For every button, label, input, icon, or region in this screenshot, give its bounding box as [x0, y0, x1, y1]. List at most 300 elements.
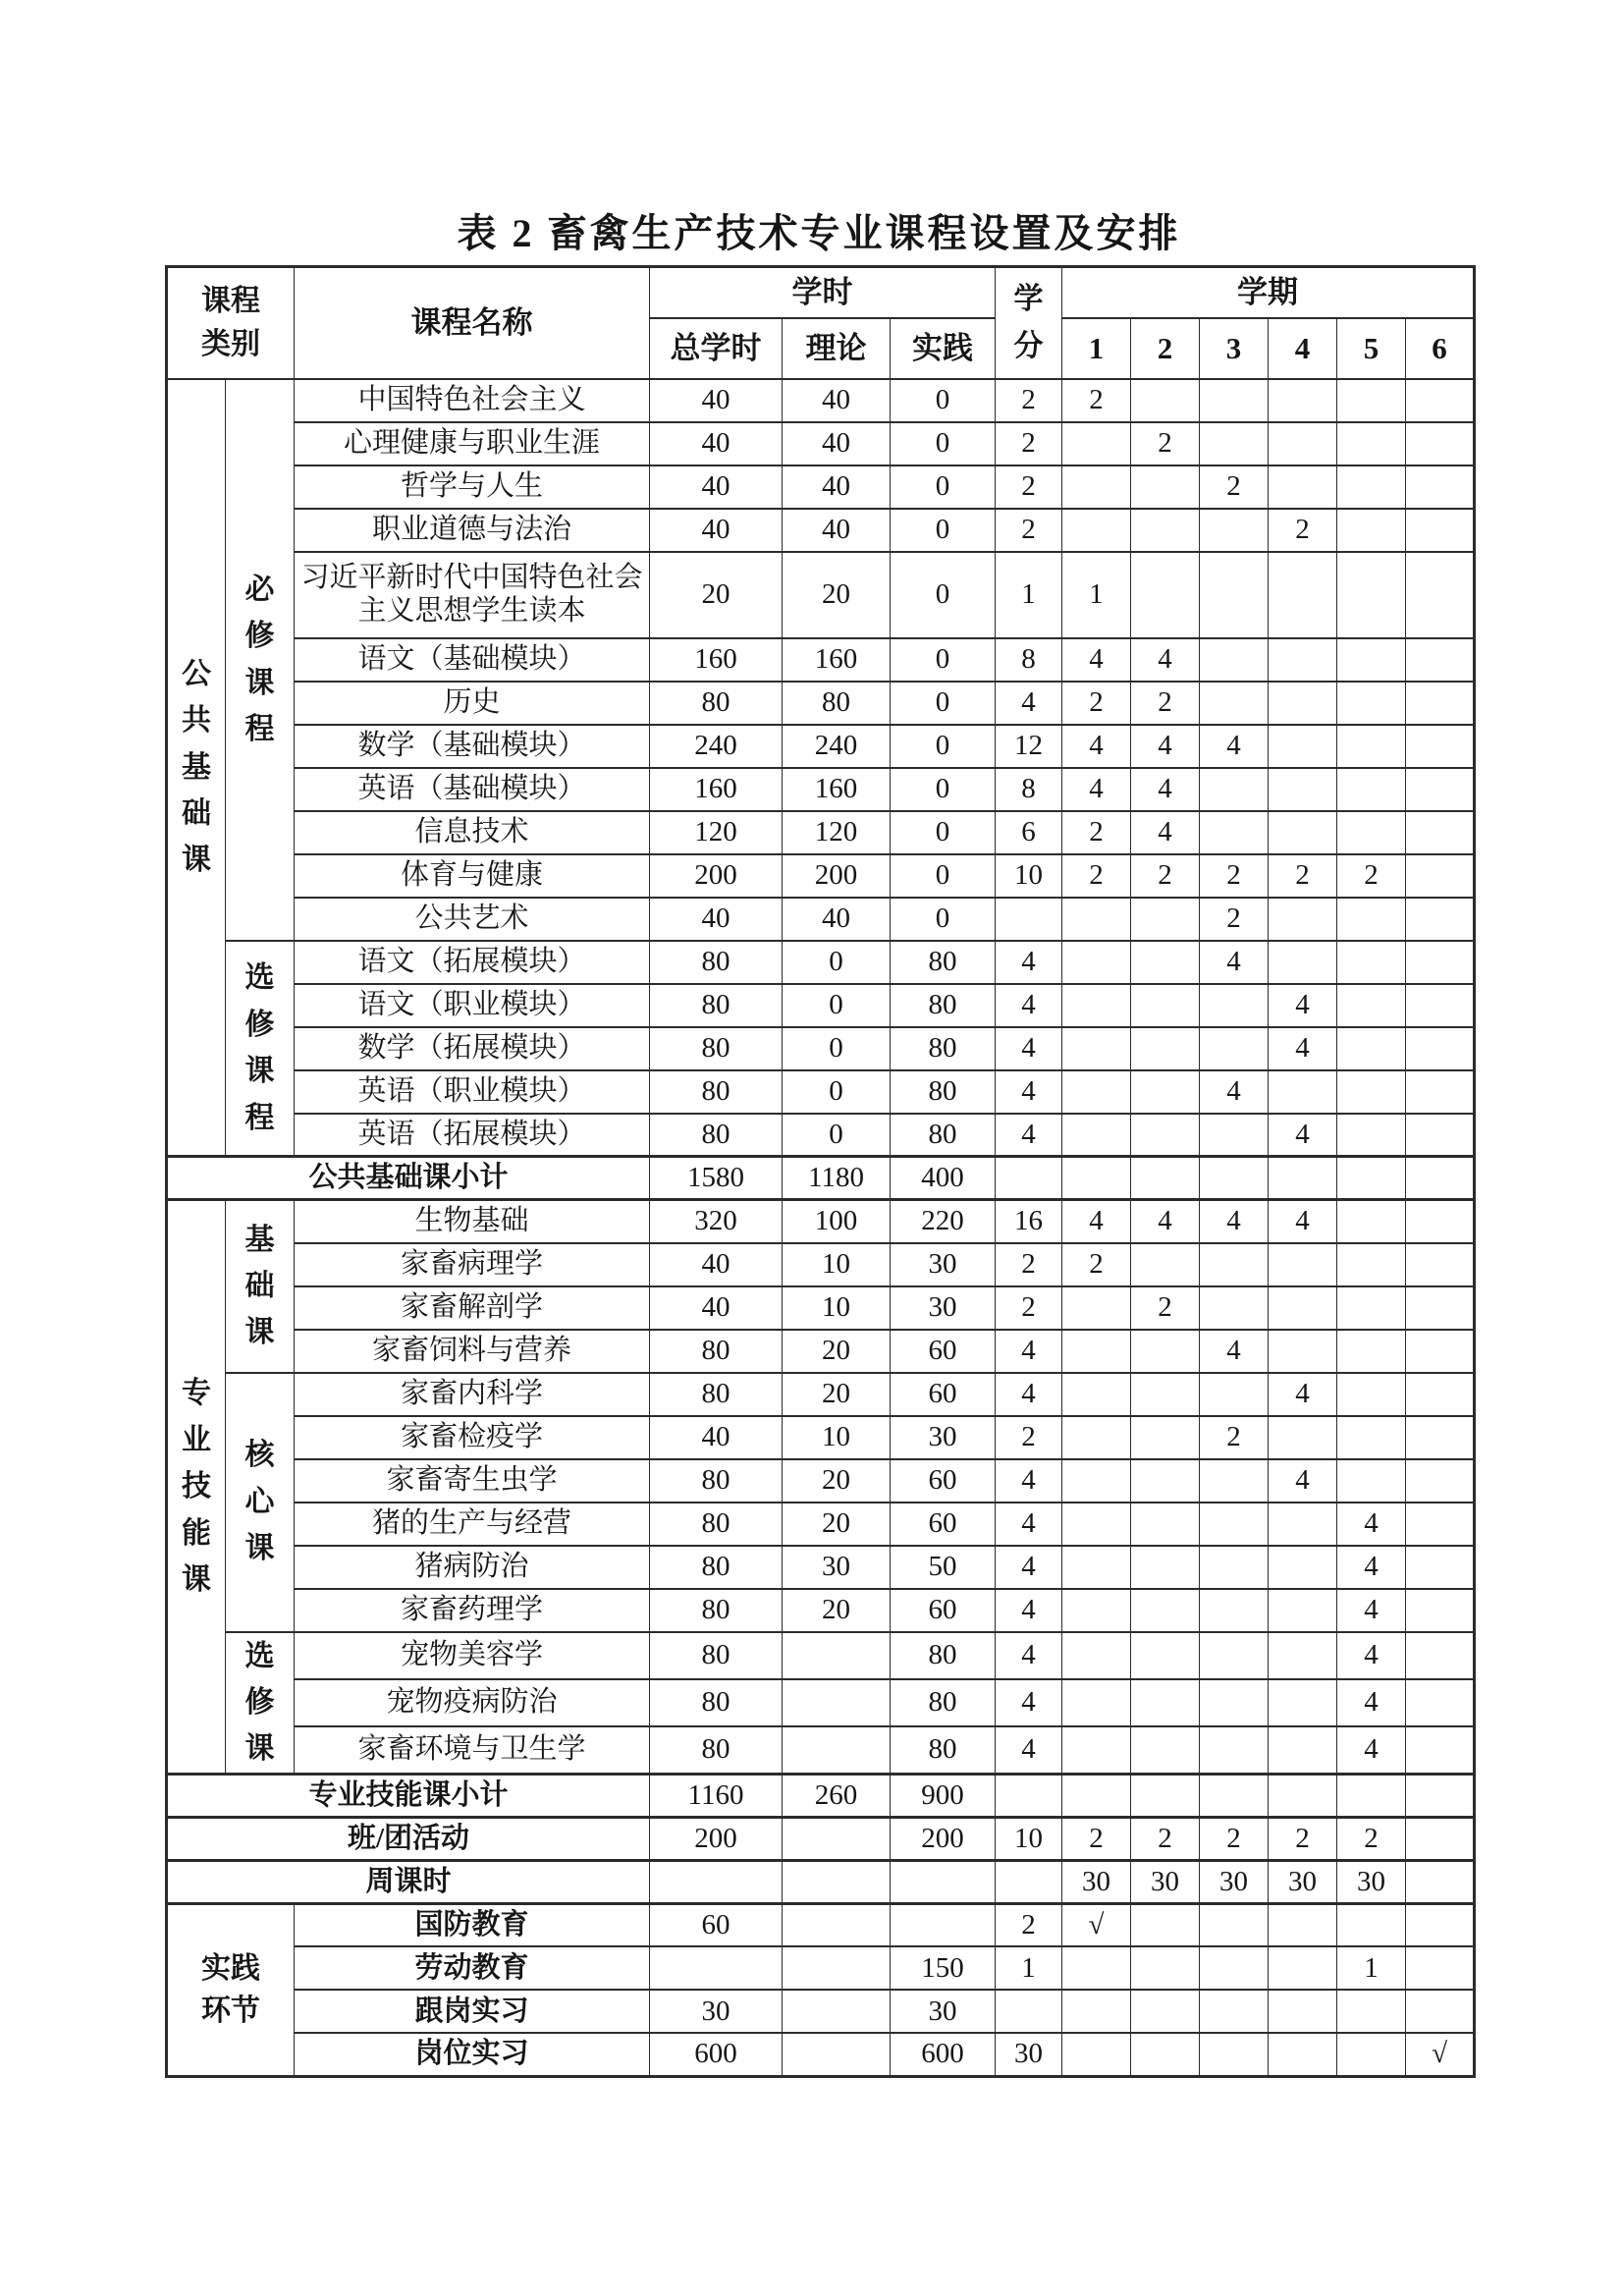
theory-hours-cell: 0 — [783, 1114, 891, 1157]
table-row — [167, 1286, 1475, 1330]
theory-hours-cell — [783, 1946, 891, 1990]
table-row — [167, 465, 1475, 509]
sem-4-cell — [1269, 638, 1337, 682]
course-name-cell: 公共艺术 — [295, 898, 650, 941]
sem-5-cell: 1 — [1337, 1946, 1406, 1990]
sem-6-cell — [1406, 1459, 1475, 1503]
theory-hours-cell — [783, 1990, 891, 2033]
sem-5-cell — [1337, 422, 1406, 465]
sem-2-cell — [1131, 1114, 1200, 1157]
total-hours-cell: 40 — [650, 465, 783, 509]
course-name-cell: 宠物疫病防治 — [295, 1679, 650, 1726]
theory-hours-cell: 1180 — [783, 1157, 891, 1200]
table-row — [167, 941, 1475, 984]
sem-5-cell — [1337, 1990, 1406, 2033]
sem-4-cell: 4 — [1269, 1114, 1337, 1157]
practice-hours-cell: 30 — [891, 1286, 996, 1330]
total-hours-cell: 600 — [650, 2033, 783, 2076]
sem-5-cell — [1337, 465, 1406, 509]
table-row — [167, 854, 1475, 898]
col-header-sem-6: 6 — [1406, 318, 1475, 379]
theory-hours-cell — [783, 1679, 891, 1726]
theory-hours-cell: 160 — [783, 638, 891, 682]
theory-hours-cell: 160 — [783, 768, 891, 811]
subtotal-label-cell: 专业技能课小计 — [167, 1774, 650, 1817]
practice-hours-cell: 0 — [891, 465, 996, 509]
total-hours-cell: 200 — [650, 1817, 783, 1860]
col-header-total-hours: 总学时 — [650, 318, 783, 379]
practice-hours-cell: 60 — [891, 1373, 996, 1416]
credit-cell: 4 — [996, 1373, 1062, 1416]
sem-4-cell: 4 — [1269, 1459, 1337, 1503]
table-row — [167, 1243, 1475, 1286]
theory-hours-cell: 0 — [783, 1070, 891, 1114]
sem-5-cell — [1337, 2033, 1406, 2076]
credit-cell: 2 — [996, 379, 1062, 422]
table-row — [167, 1330, 1475, 1373]
credit-cell: 2 — [996, 1416, 1062, 1459]
course-name-cell: 历史 — [295, 682, 650, 725]
sem-6-cell — [1406, 941, 1475, 984]
sem-2-cell: 2 — [1131, 682, 1200, 725]
sem-5-cell — [1337, 379, 1406, 422]
curriculum-table — [165, 265, 1476, 2078]
sem-6-cell — [1406, 1373, 1475, 1416]
sem-4-cell: 4 — [1269, 1200, 1337, 1243]
theory-hours-cell: 40 — [783, 898, 891, 941]
sem-1-cell: 1 — [1062, 552, 1131, 638]
sem-6-cell — [1406, 1632, 1475, 1679]
sem-1-cell — [1062, 1774, 1131, 1817]
practice-hours-cell: 80 — [891, 1726, 996, 1774]
sem-3-cell — [1200, 811, 1269, 854]
sem-3-cell: 2 — [1200, 898, 1269, 941]
category-prof-core — [226, 1373, 295, 1632]
sem-3-cell — [1200, 422, 1269, 465]
total-hours-cell: 40 — [650, 1243, 783, 1286]
col-header-credit — [996, 267, 1062, 379]
col-header-category — [167, 267, 295, 379]
sem-3-cell: 30 — [1200, 1860, 1269, 1903]
theory-hours-cell — [783, 1632, 891, 1679]
practice-hours-cell: 0 — [891, 811, 996, 854]
table-row — [167, 1070, 1475, 1114]
theory-hours-cell: 80 — [783, 682, 891, 725]
sem-6-cell — [1406, 1860, 1475, 1903]
category-practice-section — [167, 1903, 295, 2076]
sem-1-cell — [1062, 1027, 1131, 1070]
sem-2-cell — [1131, 984, 1200, 1027]
sem-1-cell — [1062, 1157, 1131, 1200]
sem-5-cell — [1337, 509, 1406, 552]
total-hours-cell: 80 — [650, 1589, 783, 1632]
category-prof-elective — [226, 1632, 295, 1775]
sem-5-cell — [1337, 941, 1406, 984]
theory-hours-cell: 240 — [783, 725, 891, 768]
theory-hours-cell: 20 — [783, 1330, 891, 1373]
practice-hours-cell: 150 — [891, 1946, 996, 1990]
sem-4-cell — [1269, 1946, 1337, 1990]
sem-4-cell — [1269, 1070, 1337, 1114]
credit-cell: 4 — [996, 941, 1062, 984]
total-hours-cell: 80 — [650, 1027, 783, 1070]
sem-1-cell — [1062, 1589, 1131, 1632]
course-name-cell: 岗位实习 — [295, 2033, 650, 2076]
practice-hours-cell: 50 — [891, 1546, 996, 1589]
credit-cell: 4 — [996, 1070, 1062, 1114]
category-public-elective — [226, 941, 295, 1157]
sem-6-cell — [1406, 1679, 1475, 1726]
table-row — [167, 379, 1475, 422]
credit-cell: 1 — [996, 1946, 1062, 1990]
sem-6-cell — [1406, 509, 1475, 552]
total-hours-cell: 160 — [650, 638, 783, 682]
practice-hours-cell: 0 — [891, 768, 996, 811]
total-hours-cell: 80 — [650, 1330, 783, 1373]
sem-6-cell — [1406, 768, 1475, 811]
course-name-cell: 国防教育 — [295, 1903, 650, 1946]
theory-hours-cell: 10 — [783, 1416, 891, 1459]
sem-3-cell — [1200, 1027, 1269, 1070]
credit-cell: 2 — [996, 465, 1062, 509]
category-required-label: 必修课程 — [244, 573, 275, 745]
credit-cell — [996, 1157, 1062, 1200]
practice-hours-cell: 60 — [891, 1503, 996, 1546]
sem-3-cell — [1200, 1546, 1269, 1589]
theory-hours-cell — [783, 1903, 891, 1946]
sem-6-cell — [1406, 1990, 1475, 2033]
sem-3-cell — [1200, 1903, 1269, 1946]
sem-5-cell — [1337, 1157, 1406, 1200]
sem-5-cell: 4 — [1337, 1679, 1406, 1726]
sem-1-cell: √ — [1062, 1903, 1131, 1946]
sem-4-cell: 2 — [1269, 509, 1337, 552]
sem-2-cell — [1131, 1330, 1200, 1373]
sem-4-cell — [1269, 1632, 1337, 1679]
practice-hours-cell: 60 — [891, 1589, 996, 1632]
course-name-cell: 数学（拓展模块） — [295, 1027, 650, 1070]
sem-3-cell: 4 — [1200, 1200, 1269, 1243]
sem-3-cell — [1200, 552, 1269, 638]
category-public-elective-label: 选修课程 — [244, 961, 275, 1134]
theory-hours-cell: 10 — [783, 1243, 891, 1286]
sem-5-cell — [1337, 1373, 1406, 1416]
total-hours-cell: 80 — [650, 1459, 783, 1503]
theory-hours-cell — [783, 2033, 891, 2076]
activity-row — [167, 1817, 1475, 1860]
practice-hours-cell: 0 — [891, 552, 996, 638]
sem-4-cell — [1269, 1286, 1337, 1330]
sem-2-cell — [1131, 1990, 1200, 2033]
practice-hours-cell: 80 — [891, 1027, 996, 1070]
theory-hours-cell: 20 — [783, 1459, 891, 1503]
sem-6-cell — [1406, 725, 1475, 768]
weekly-hours-row — [167, 1860, 1475, 1903]
credit-cell: 4 — [996, 1330, 1062, 1373]
sem-2-cell — [1131, 465, 1200, 509]
practice-hours-cell: 400 — [891, 1157, 996, 1200]
sem-5-cell: 2 — [1337, 1817, 1406, 1860]
sem-2-cell — [1131, 941, 1200, 984]
table-row — [167, 1114, 1475, 1157]
sem-4-cell — [1269, 811, 1337, 854]
sem-1-cell — [1062, 2033, 1131, 2076]
sem-3-cell — [1200, 768, 1269, 811]
sem-1-cell: 2 — [1062, 379, 1131, 422]
credit-cell: 2 — [996, 509, 1062, 552]
sem-3-cell — [1200, 379, 1269, 422]
practice-hours-cell: 60 — [891, 1459, 996, 1503]
theory-hours-cell: 30 — [783, 1546, 891, 1589]
category-public-basic-label: 公共基础课 — [182, 657, 211, 877]
course-name-cell: 信息技术 — [295, 811, 650, 854]
category-practice-section-label: 实践环节 — [201, 1951, 260, 2028]
sem-5-cell: 4 — [1337, 1503, 1406, 1546]
subtotal-row — [167, 1157, 1475, 1200]
table-row — [167, 1027, 1475, 1070]
total-hours-cell: 80 — [650, 941, 783, 984]
practice-hours-cell: 0 — [891, 898, 996, 941]
sem-3-cell: 4 — [1200, 725, 1269, 768]
sem-1-cell — [1062, 1416, 1131, 1459]
total-hours-cell: 40 — [650, 422, 783, 465]
course-name-cell: 语文（拓展模块） — [295, 941, 650, 984]
sem-1-cell: 4 — [1062, 725, 1131, 768]
course-name-cell: 家畜病理学 — [295, 1243, 650, 1286]
course-name-cell: 猪的生产与经营 — [295, 1503, 650, 1546]
sem-2-cell — [1131, 1503, 1200, 1546]
total-hours-cell: 80 — [650, 1503, 783, 1546]
sem-4-cell: 30 — [1269, 1860, 1337, 1903]
theory-hours-cell: 40 — [783, 509, 891, 552]
practice-hours-cell: 900 — [891, 1774, 996, 1817]
sem-1-cell — [1062, 984, 1131, 1027]
sem-3-cell — [1200, 1157, 1269, 1200]
sem-3-cell — [1200, 984, 1269, 1027]
total-hours-cell: 40 — [650, 379, 783, 422]
sem-1-cell — [1062, 898, 1131, 941]
course-name-cell: 英语（基础模块） — [295, 768, 650, 811]
theory-hours-cell: 20 — [783, 552, 891, 638]
sem-3-cell — [1200, 638, 1269, 682]
sem-4-cell — [1269, 422, 1337, 465]
total-hours-cell: 60 — [650, 1903, 783, 1946]
sem-4-cell — [1269, 1416, 1337, 1459]
sem-1-cell — [1062, 1373, 1131, 1416]
course-name-cell: 职业道德与法治 — [295, 509, 650, 552]
sem-5-cell — [1337, 1903, 1406, 1946]
sem-5-cell — [1337, 984, 1406, 1027]
sem-3-cell: 2 — [1200, 854, 1269, 898]
table-row — [167, 984, 1475, 1027]
table-row — [167, 1546, 1475, 1589]
sem-5-cell — [1337, 1286, 1406, 1330]
course-name-cell: 心理健康与职业生涯 — [295, 422, 650, 465]
course-name-cell: 数学（基础模块） — [295, 725, 650, 768]
sem-2-cell — [1131, 1726, 1200, 1774]
sem-2-cell: 4 — [1131, 638, 1200, 682]
sem-3-cell — [1200, 1679, 1269, 1726]
sem-4-cell: 4 — [1269, 1373, 1337, 1416]
sem-2-cell — [1131, 509, 1200, 552]
sem-5-cell — [1337, 1330, 1406, 1373]
sem-2-cell — [1131, 379, 1200, 422]
credit-cell: 4 — [996, 1027, 1062, 1070]
theory-hours-cell: 10 — [783, 1286, 891, 1330]
theory-hours-cell: 100 — [783, 1200, 891, 1243]
col-header-sem-3: 3 — [1200, 318, 1269, 379]
sem-1-cell — [1062, 1946, 1131, 1990]
course-name-cell: 生物基础 — [295, 1200, 650, 1243]
sem-6-cell — [1406, 1817, 1475, 1860]
sem-2-cell — [1131, 1157, 1200, 1200]
course-name-cell: 英语（拓展模块） — [295, 1114, 650, 1157]
table-row — [167, 811, 1475, 854]
sem-2-cell — [1131, 2033, 1200, 2076]
course-name-cell: 家畜药理学 — [295, 1589, 650, 1632]
theory-hours-cell: 40 — [783, 422, 891, 465]
sem-6-cell — [1406, 1903, 1475, 1946]
sem-1-cell — [1062, 1726, 1131, 1774]
category-prof-elective-label: 选修课 — [244, 1639, 275, 1766]
table-row — [167, 509, 1475, 552]
total-hours-cell: 40 — [650, 898, 783, 941]
sem-6-cell — [1406, 1946, 1475, 1990]
sem-3-cell: 4 — [1200, 1330, 1269, 1373]
sem-6-cell — [1406, 379, 1475, 422]
practice-hours-cell: 0 — [891, 725, 996, 768]
sem-2-cell — [1131, 1459, 1200, 1503]
credit-cell: 2 — [996, 422, 1062, 465]
sem-1-cell — [1062, 1990, 1131, 2033]
sem-6-cell — [1406, 854, 1475, 898]
sem-4-cell — [1269, 552, 1337, 638]
sem-3-cell — [1200, 1459, 1269, 1503]
sem-4-cell — [1269, 1503, 1337, 1546]
col-header-sem-4: 4 — [1269, 318, 1337, 379]
practice-hours-cell: 30 — [891, 1990, 996, 2033]
practice-hours-cell: 80 — [891, 1632, 996, 1679]
sem-4-cell — [1269, 1726, 1337, 1774]
sem-1-cell: 4 — [1062, 1200, 1131, 1243]
table-row — [167, 1726, 1475, 1774]
activity-label-cell: 班/团活动 — [167, 1817, 650, 1860]
col-header-theory-hours: 理论 — [783, 318, 891, 379]
course-name-cell: 习近平新时代中国特色社会主义思想学生读本 — [295, 552, 650, 638]
total-hours-cell: 320 — [650, 1200, 783, 1243]
table-row — [167, 1416, 1475, 1459]
sem-5-cell — [1337, 1243, 1406, 1286]
total-hours-cell: 80 — [650, 1070, 783, 1114]
sem-3-cell — [1200, 1946, 1269, 1990]
sem-6-cell — [1406, 465, 1475, 509]
credit-cell: 4 — [996, 1726, 1062, 1774]
theory-hours-cell: 200 — [783, 854, 891, 898]
theory-hours-cell — [783, 1726, 891, 1774]
sem-1-cell: 4 — [1062, 638, 1131, 682]
page-title: 表 2 畜禽生产技术专业课程设置及安排 — [457, 211, 1181, 255]
sem-2-cell — [1131, 1243, 1200, 1286]
practice-hours-cell: 60 — [891, 1330, 996, 1373]
course-name-cell: 家畜检疫学 — [295, 1416, 650, 1459]
sem-5-cell — [1337, 725, 1406, 768]
practice-hours-cell: 220 — [891, 1200, 996, 1243]
category-professional-label: 专业技能课 — [182, 1377, 211, 1596]
sem-6-cell — [1406, 1330, 1475, 1373]
category-professional — [167, 1200, 226, 1775]
theory-hours-cell — [783, 1817, 891, 1860]
sem-3-cell — [1200, 1503, 1269, 1546]
sem-2-cell — [1131, 1546, 1200, 1589]
theory-hours-cell: 0 — [783, 984, 891, 1027]
practice-hours-cell: 80 — [891, 984, 996, 1027]
course-name-cell: 家畜内科学 — [295, 1373, 650, 1416]
sem-5-cell: 2 — [1337, 854, 1406, 898]
sem-6-cell — [1406, 984, 1475, 1027]
total-hours-cell: 40 — [650, 509, 783, 552]
credit-cell: 4 — [996, 1589, 1062, 1632]
practice-hours-cell: 0 — [891, 422, 996, 465]
sem-6-cell — [1406, 638, 1475, 682]
sem-2-cell: 30 — [1131, 1860, 1200, 1903]
practice-hours-cell: 0 — [891, 379, 996, 422]
sem-2-cell — [1131, 1903, 1200, 1946]
sem-4-cell — [1269, 1774, 1337, 1817]
total-hours-cell: 80 — [650, 682, 783, 725]
sem-4-cell — [1269, 1589, 1337, 1632]
col-header-practice-hours: 实践 — [891, 318, 996, 379]
sem-2-cell — [1131, 1632, 1200, 1679]
sem-5-cell: 4 — [1337, 1589, 1406, 1632]
sem-1-cell — [1062, 1070, 1131, 1114]
course-name-cell: 语文（职业模块） — [295, 984, 650, 1027]
credit-cell: 4 — [996, 1632, 1062, 1679]
sem-1-cell: 4 — [1062, 768, 1131, 811]
sem-5-cell — [1337, 552, 1406, 638]
credit-cell: 4 — [996, 1546, 1062, 1589]
sem-4-cell — [1269, 1903, 1337, 1946]
credit-cell: 8 — [996, 768, 1062, 811]
sem-3-cell: 2 — [1200, 465, 1269, 509]
col-header-credit-label: 学分 — [1013, 283, 1044, 362]
sem-3-cell: 4 — [1200, 1070, 1269, 1114]
total-hours-cell: 240 — [650, 725, 783, 768]
sem-6-cell — [1406, 1589, 1475, 1632]
sem-2-cell: 2 — [1131, 1817, 1200, 1860]
sem-5-cell — [1337, 1200, 1406, 1243]
sem-3-cell — [1200, 1774, 1269, 1817]
credit-cell: 1 — [996, 552, 1062, 638]
sem-4-cell: 2 — [1269, 1817, 1337, 1860]
sem-2-cell — [1131, 1679, 1200, 1726]
table-row — [167, 1946, 1475, 1990]
course-name-cell: 家畜环境与卫生学 — [295, 1726, 650, 1774]
sem-6-cell — [1406, 1286, 1475, 1330]
sem-2-cell — [1131, 1946, 1200, 1990]
credit-cell: 8 — [996, 638, 1062, 682]
sem-3-cell: 2 — [1200, 1817, 1269, 1860]
sem-4-cell — [1269, 768, 1337, 811]
sem-4-cell — [1269, 2033, 1337, 2076]
sem-6-cell — [1406, 1546, 1475, 1589]
sem-6-cell — [1406, 1416, 1475, 1459]
credit-cell: 4 — [996, 1114, 1062, 1157]
category-public-basic — [167, 379, 226, 1157]
table-row — [167, 1632, 1475, 1679]
total-hours-cell: 120 — [650, 811, 783, 854]
total-hours-cell: 80 — [650, 1373, 783, 1416]
sem-2-cell: 2 — [1131, 854, 1200, 898]
